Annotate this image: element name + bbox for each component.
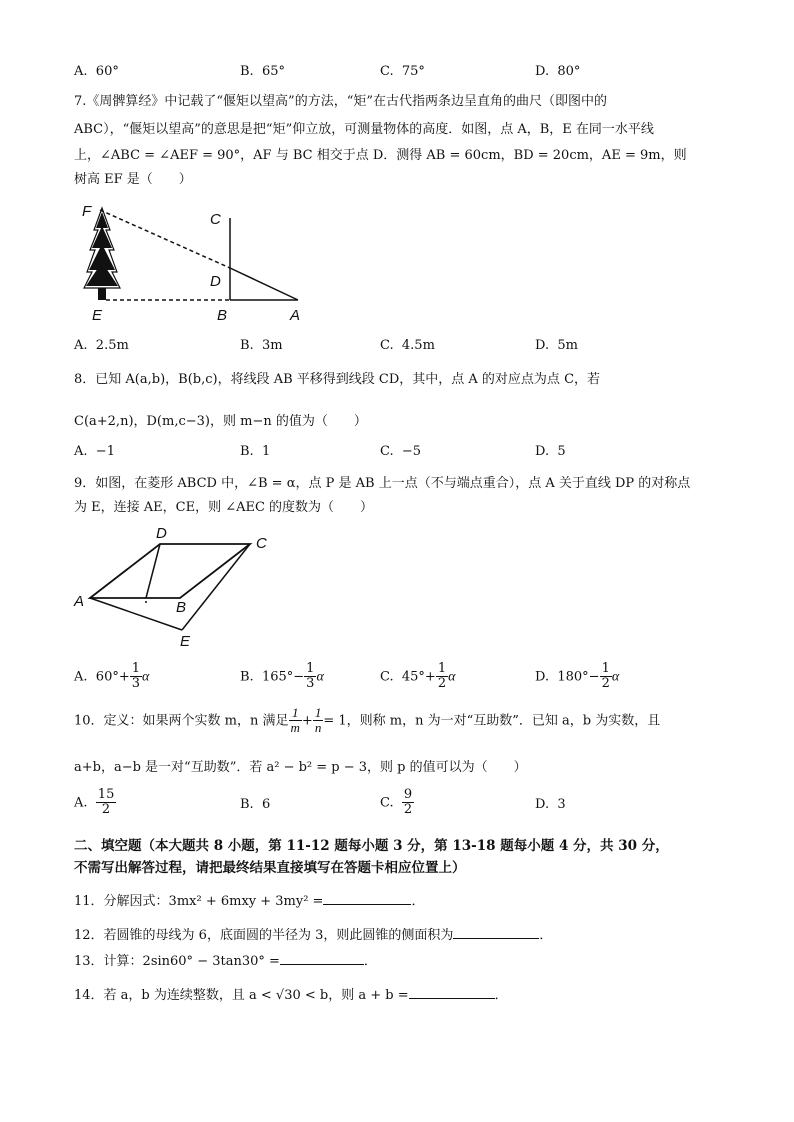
section-2-line-1: 二、填空题（本大题共 8 小题，第 11-12 题每小题 3 分，第 13-18 题每小题 4 分，共 30 分，: [74, 838, 669, 854]
q8-option-b[interactable]: B. 1: [240, 444, 271, 459]
q7-option-d[interactable]: D. 5m: [535, 338, 578, 353]
segment-ae: [90, 598, 182, 630]
q8-line-2: C(a+2,n)，D(m,c−3)，则 m−n 的值为（ ）: [74, 414, 367, 429]
q10-line-2: a+b，a−b 是一对“互助数”．若 a² − b² = p − 3，则 p 的值可以为（ ）: [74, 760, 527, 775]
q10-option-d[interactable]: D. 3: [535, 797, 566, 812]
q7-line-2: ABC），“偃矩以望高”的意思是把“矩”仰立放，可测量物体的高度．如图，点 A，B，E 在同一水平线: [74, 122, 654, 137]
q10-line-1: 10．定义：如果两个实数 m，n 满足 $\frac{1}{m}$ + $\frac{1}{n}$ = 1，则称 m，n 为一对“互助数”．已知 a，b 为实数，且: [74, 705, 661, 736]
q9-option-d[interactable]: D. 180°− $\frac{1}{2}$ α: [535, 661, 620, 692]
q6-option-d[interactable]: D. 80°: [535, 64, 581, 79]
section-2-line-2: 不需写出解答过程，请把最终结果直接填写在答题卡相应位置上）: [74, 860, 466, 876]
q9-line-2: 为 E，连接 AE，CE，则 ∠AEC 的度数为（ ）: [74, 500, 374, 515]
question-12: 12．若圆锥的母线为 6，底面圆的半径为 3，则此圆锥的侧面积为 ．: [74, 928, 553, 943]
q13-answer-blank[interactable]: [280, 952, 364, 965]
rhombus-abcd: [90, 544, 250, 598]
q9-option-a[interactable]: A. 60°+ $\frac{1}{3}$ α: [74, 661, 150, 692]
label-e: E: [180, 633, 191, 650]
q8-line-1: 8．已知 A(a,b)，B(b,c)，将线段 AB 平移得到线段 CD，其中，点 A 的对应点为点 C，若: [74, 372, 601, 387]
q8-option-d[interactable]: D. 5: [535, 444, 566, 459]
q10-option-b[interactable]: B. 6: [240, 797, 271, 812]
q12-answer-blank[interactable]: [453, 926, 539, 939]
q11-answer-blank[interactable]: [323, 892, 411, 905]
q9-line-1: 9．如图，在菱形 ABCD 中，∠B = α，点 P 是 AB 上一点（不与端点重合），点 A 关于直线 DP 的对称点: [74, 476, 691, 491]
q6-option-c[interactable]: C. 75°: [380, 64, 425, 79]
q7-line-1: 7.《周髀算经》中记载了“偃矩以望高”的方法，“矩”在古代指两条边呈直角的曲尺（即图中的: [74, 94, 607, 109]
q7-line-3: 上，∠ABC = ∠AEF = 90°，AF 与 BC 相交于点 D．测得 AB = 60cm，BD = 20cm，AE = 9m，则: [74, 148, 687, 163]
q7-option-a[interactable]: A. 2.5m: [74, 338, 129, 353]
label-f: F: [82, 203, 92, 220]
label-b: B: [217, 307, 228, 324]
q7-option-c[interactable]: C. 4.5m: [380, 338, 435, 353]
q10-option-a[interactable]: A. $\frac{15}{2}$: [74, 787, 115, 818]
label-c: C: [210, 211, 221, 228]
label-e: E: [92, 307, 103, 324]
q6-option-a[interactable]: A. 60°: [74, 64, 119, 79]
q8-option-a[interactable]: A. −1: [74, 444, 115, 459]
label-a: A: [290, 307, 301, 324]
segment-da: [230, 268, 298, 300]
question-14: 14．若 a，b 为连续整数，且 a < √30 < b，则 a + b = ．: [74, 988, 508, 1003]
label-c: C: [256, 535, 267, 552]
q7-option-b[interactable]: B. 3m: [240, 338, 283, 353]
label-a: A: [74, 593, 85, 610]
question-13: 13．计算：2sin60° − 3tan30° = ．: [74, 954, 377, 969]
label-d: D: [156, 525, 167, 542]
question-11: 11．分解因式：3mx² + 6mxy + 3my² = ．: [74, 894, 425, 909]
tree-icon: [84, 208, 120, 300]
label-d: D: [210, 273, 221, 290]
q14-answer-blank[interactable]: [409, 986, 495, 999]
segment-ce: [182, 544, 250, 630]
q9-figure: [70, 522, 284, 652]
q8-option-c[interactable]: C. −5: [380, 444, 422, 459]
q7-line-4: 树高 EF 是（ ）: [74, 172, 192, 187]
q9-option-c[interactable]: C. 45°+ $\frac{1}{2}$ α: [380, 661, 456, 692]
q7-figure: [74, 196, 314, 328]
q9-option-b[interactable]: B. 165°− $\frac{1}{3}$ α: [240, 661, 324, 692]
label-b: B: [176, 599, 187, 616]
q10-option-c[interactable]: C. $\frac{9}{2}$: [380, 787, 413, 818]
q6-option-b[interactable]: B. 65°: [240, 64, 285, 79]
